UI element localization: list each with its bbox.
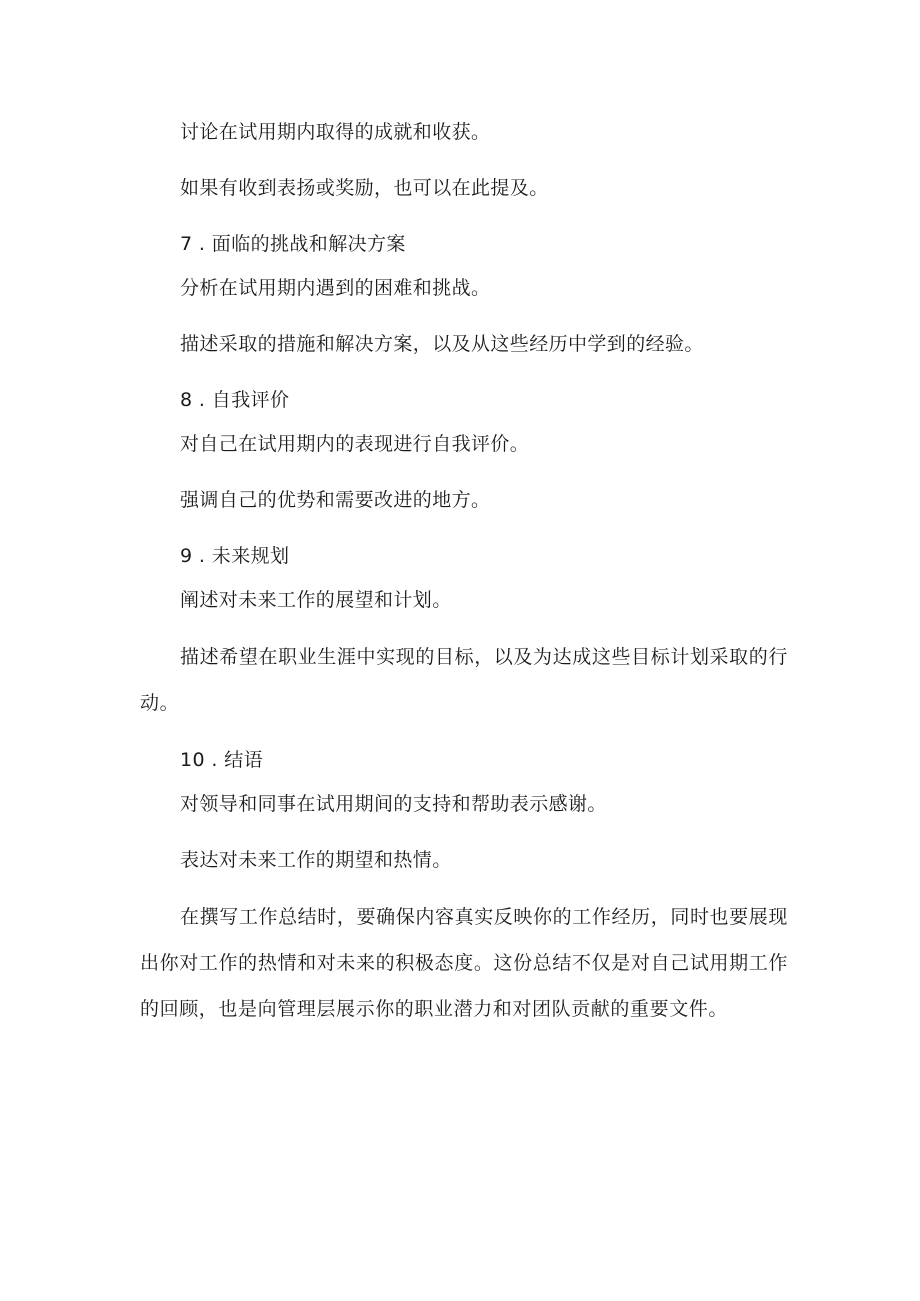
paragraph-conclusion: 在撰写工作总结时，要确保内容真实反映你的工作经历，同时也要展现出你对工作的热情和对未来的积极态度。这份总结不仅是对自己试用期工作的回顾，也是向管理层展示你的职业潜力和对团队贡献的重要文件。 — [140, 906, 788, 1020]
section-heading-9: 9 . 未来规划 — [180, 545, 290, 567]
paragraph-self-evaluation: 对自己在试用期内的表现进行自我评价。 — [180, 433, 530, 455]
paragraph-enthusiasm: 表达对未来工作的期望和热情。 — [180, 849, 452, 871]
paragraph-outlook: 阐述对未来工作的展望和计划。 — [180, 589, 452, 611]
section-heading-10: 10 . 结语 — [180, 749, 264, 771]
paragraph-thanks: 对领导和同事在试用期间的支持和帮助表示感谢。 — [180, 793, 607, 815]
paragraph-challenges: 分析在试用期内遇到的困难和挑战。 — [180, 277, 491, 299]
document-body — [140, 110, 788, 1032]
section-heading-7: 7 . 面临的挑战和解决方案 — [180, 233, 406, 255]
paragraph-praise: 如果有收到表扬或奖励，也可以在此提及。 — [180, 177, 549, 199]
paragraph-achievements: 讨论在试用期内取得的成就和收获。 — [180, 121, 491, 143]
paragraph-strengths: 强调自己的优势和需要改进的地方。 — [180, 489, 491, 511]
paragraph-solutions: 描述采取的措施和解决方案，以及从这些经历中学到的经验。 — [180, 333, 704, 355]
paragraph-career-goals: 描述希望在职业生涯中实现的目标，以及为达成这些目标计划采取的行动。 — [140, 646, 788, 714]
section-heading-8: 8 . 自我评价 — [180, 389, 290, 411]
